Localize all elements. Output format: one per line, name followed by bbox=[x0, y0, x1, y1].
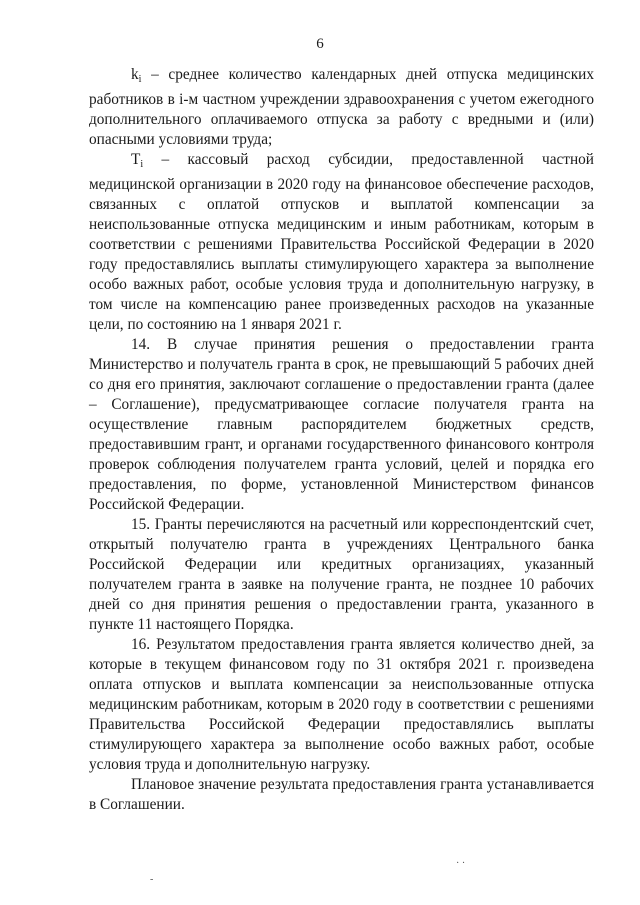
t-definition bbox=[89, 150, 594, 335]
paragraph-14: 14. В случае принятия решения о предоставлении гранта Министерство и получатель гранта в срок, не превышающий 5 рабочих дней со дня его принятия, заключают соглашение о предоставлении гранта (далее – Соглашение), предусматривающее согласие получателя гранта на осуществление главным распорядителем бюджетных средств, предоставившим грант, и органами государственного финансового контроля проверок соблюдения получателем гранта условий, целей и порядка его предоставления, по форме, установленной Министерством финансов Российской Федерации. bbox=[89, 336, 594, 513]
t-symbol: T bbox=[131, 151, 141, 168]
page-number: 6 bbox=[316, 36, 324, 52]
k-subscript: i bbox=[138, 74, 142, 85]
k-symbol: k bbox=[131, 66, 139, 83]
document-body bbox=[89, 65, 594, 815]
scan-speck-mark: - bbox=[150, 874, 154, 885]
scan-speck-mark: · · bbox=[456, 858, 466, 869]
k-definition bbox=[89, 65, 594, 150]
paragraph-16: 16. Результатом предоставления гранта является количество дней, за которые в текущем финансовом году по 31 октября 2021 г. произведена оплата отпусков и выплата компенсации за неиспользованные отпуска медицинским работникам, которым в 2020 году в соответствии с решениями Правительства Российской Федерации предоставлялись выплаты стимулирующего характера за выполнение особо важных работ, особые условия труда и дополнительную нагрузку. bbox=[89, 636, 594, 773]
paragraph-plan-value: Плановое значение результата предоставления гранта устанавливается в Соглашении. bbox=[89, 776, 594, 813]
t-definition-text: – кассовый расход субсидии, предоставленной частной медицинской организации в 2020 году на финансовое обеспечение расходов, связанных с оплатой отпусков и выплатой компенсации за неиспользованные отпуска медицинским и иным работникам, которым в соответствии с решениями Правительства Российской Федерации в 2020 году предоставлялись выплаты стимулирующего характера за выполнение особо важных работ, особые условия труда и дополнительную нагрузку, в том числе на компенсацию ранее произведенных расходов на указанные цели, по состоянию на 1 января 2021 г. bbox=[89, 151, 594, 333]
k-definition-text: – среднее количество календарных дней отпуска медицинских работников в i-м частном учреждении здравоохранения с учетом ежегодного дополнительного оплачиваемого отпуска за работу с вредными и (или) опасными условиями труда; bbox=[89, 66, 594, 148]
paragraph-15: 15. Гранты перечисляются на расчетный или корреспондентский счет, открытый получателю гранта в учреждениях Центрального банка Российской Федерации или кредитных организациях, указанный получателем гранта в заявке на получение гранта, не позднее 10 рабочих дней со дня принятия решения о предоставлении гранта, указанного в пункте 11 настоящего Порядка. bbox=[89, 516, 594, 633]
t-subscript: i bbox=[140, 159, 144, 170]
